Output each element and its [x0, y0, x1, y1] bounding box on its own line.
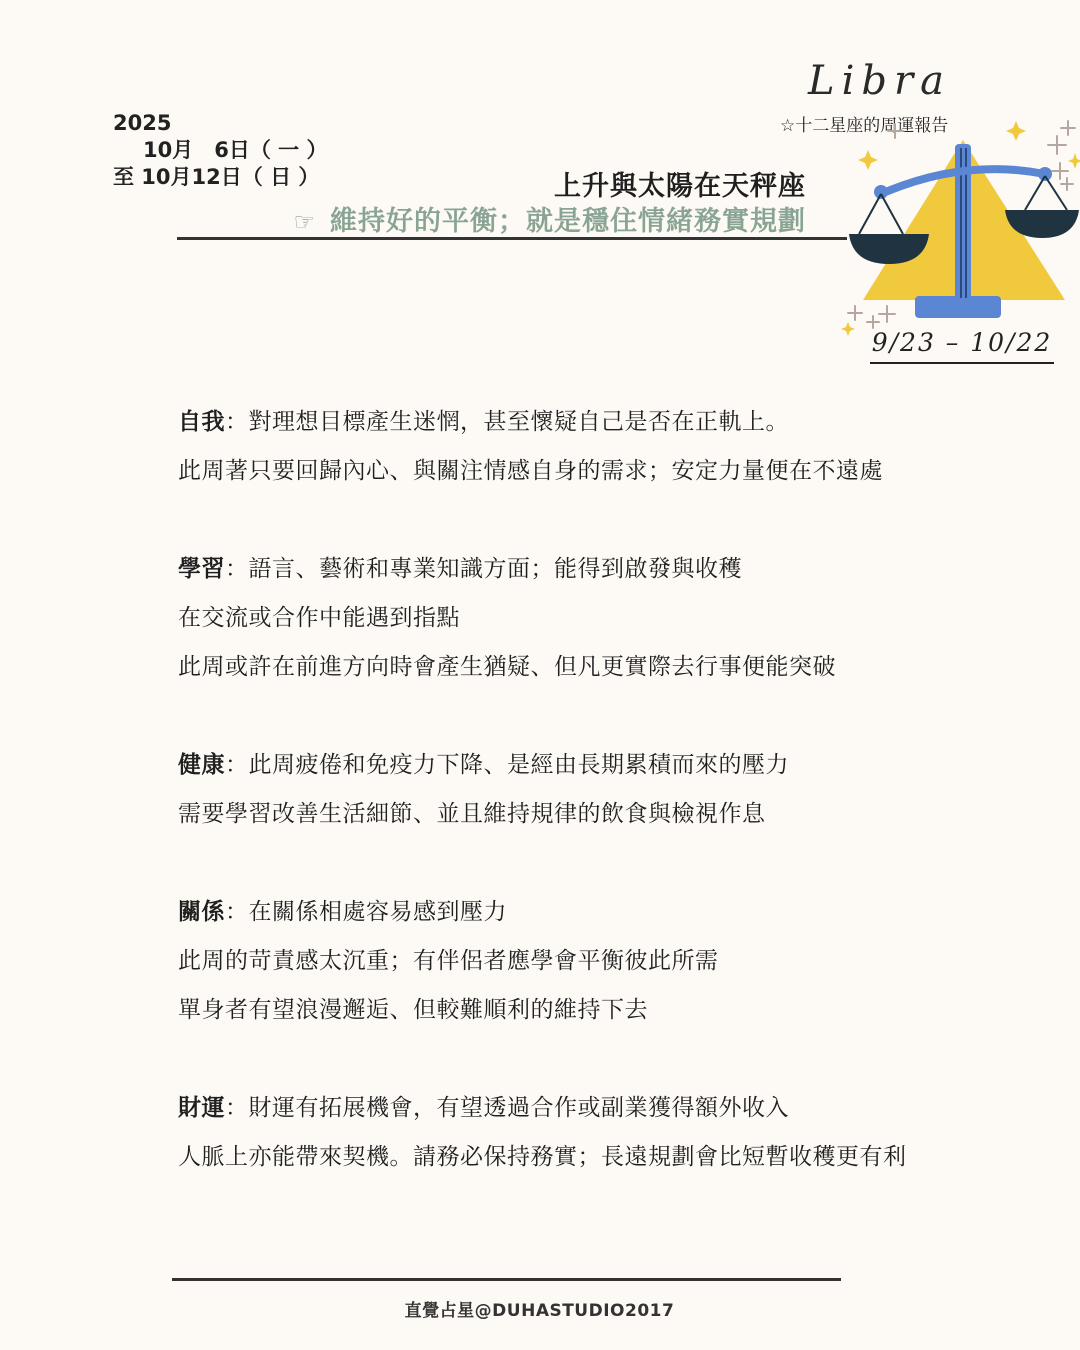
- section-wealth: [178, 1084, 1058, 1182]
- section-line: [178, 741, 1058, 790]
- pointing-hand-icon: ☞: [293, 208, 316, 236]
- section-line: [178, 888, 1058, 937]
- section-line: 此周或許在前進方向時會產生猶疑、但凡更實際去行事便能突破: [178, 654, 836, 680]
- week-start-date: 10月 6日（ 一 ）: [143, 138, 328, 162]
- section-text: ：在關係相處容易感到壓力: [225, 899, 507, 925]
- section-text: ：對理想目標產生迷惘，甚至懷疑自己是否在正軌上。: [225, 409, 789, 435]
- section-relationship: [178, 888, 1058, 1035]
- sign-date-range: 9/23 – 10/22: [871, 328, 1053, 357]
- beam-end-right: [1038, 167, 1052, 181]
- subtitle-text: 維持好的平衡；就是穩住情緒務實規劃: [330, 206, 806, 237]
- week-end-date: 至 10月12日（ 日 ）: [113, 165, 320, 189]
- section-label: 自我: [178, 409, 225, 435]
- section-line: [178, 398, 1058, 447]
- section-study: [178, 545, 1058, 692]
- section-health: [178, 741, 1058, 839]
- date-block: [113, 110, 327, 191]
- section-label: 關係: [178, 899, 225, 925]
- section-text: ：語言、藝術和專業知識方面；能得到啟發與收穫: [225, 556, 742, 582]
- report-label: ☆十二星座的周運報告: [780, 116, 949, 136]
- section-line: 此周著只要回歸內心、與關注情感自身的需求；安定力量便在不遠處: [178, 458, 883, 484]
- section-self: [178, 398, 1058, 496]
- section-text: ：財運有拓展機會，有望透過合作或副業獲得額外收入: [225, 1095, 789, 1121]
- year: 2025: [113, 111, 172, 135]
- section-line: 此周的苛責感太沉重；有伴侶者應學會平衡彼此所需: [178, 948, 719, 974]
- subtitle: [200, 199, 806, 238]
- sign-name: Libra: [808, 58, 951, 104]
- section-line: [178, 1084, 1058, 1133]
- section-line: 單身者有望浪漫邂逅、但較難順利的維持下去: [178, 997, 648, 1023]
- section-text: ：此周疲倦和免疫力下降、是經由長期累積而來的壓力: [225, 752, 789, 778]
- section-label: 財運: [178, 1095, 225, 1121]
- horoscope-content: [178, 398, 1058, 1231]
- section-line: 人脈上亦能帶來契機。請務必保持務實；長遠規劃會比短暫收穫更有利: [178, 1144, 907, 1170]
- footer-credit: 直覺占星@DUHASTUDIO2017: [404, 1301, 675, 1321]
- page-title: 上升與太陽在天秤座: [554, 171, 806, 202]
- section-label: 健康: [178, 752, 225, 778]
- title-divider: [177, 237, 847, 240]
- libra-scale-icon: [835, 118, 1080, 343]
- date-range-underline: [870, 362, 1054, 364]
- section-line: [178, 545, 1058, 594]
- beam-end-left: [874, 185, 888, 199]
- footer-divider: [172, 1278, 841, 1281]
- section-line: 需要學習改善生活細節、並且維持規律的飲食與檢視作息: [178, 801, 766, 827]
- section-line: 在交流或合作中能遇到指點: [178, 605, 460, 631]
- section-label: 學習: [178, 556, 225, 582]
